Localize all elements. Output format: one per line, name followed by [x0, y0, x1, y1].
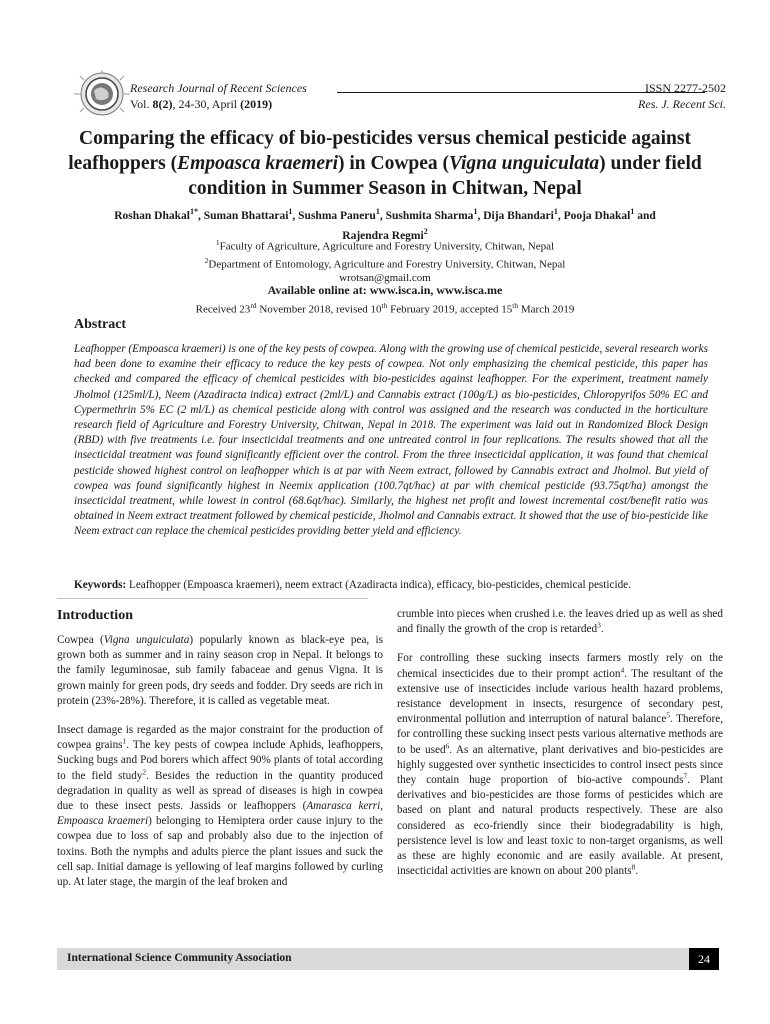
- affiliation-2: $^2$Department of Entomology, Agriculture and Forestry University, Chitwan, Nepal: [204, 255, 566, 271]
- journal-name: Research Journal of Recent Sciences: [130, 81, 307, 95]
- intro-paragraph-1: Cowpea (Vigna unguiculata) popularly known as black-eye pea, is grown both as summer and in rainy season crop in Nepal. It belongs to the family leguminosae, sub family fabaceae and genus Vigna. It is grown mainly for green pods, dry seeds and fodder. Dry seeds are rich in protein (23%-28%). Therefore, it is called as vegetable meat.: [57, 634, 383, 707]
- intro-column-left: [57, 607, 383, 890]
- paper-title: Comparing the efficacy of bio-pesticides versus chemical pesticide against leafhoppers (Empoasca kraemeri) in Cowpea (Vigna unguiculata) under field condition in Summer Season in Chitwan, Nepal: [68, 128, 702, 199]
- received-dates: Received 23rd November 2018, revised 10th February 2019, accepted 15th March 2019: [195, 301, 575, 316]
- abstract-text: Leafhopper (Empoasca kraemeri) is one of the key pests of cowpea. Along with the growing use of chemical pesticide, several research works had been done to examine their efficacy to reduce the key pests of cowpea. Not only emphasizing the chemical pesticide, this paper has checked and compared the efficacy of chemical pesticides with bio-pesticides against leafhopper. For the experiment, treatment namely Jholmol (125ml/L), Neem (Azadiracta indica) extract (2ml/L) and Cannabis extract (100g/L) as bio-pesticides, Chloropyrifos 50% EC and Cypermethrin 5% EC (2 ml/L) as chemical pesticide along with control was assigned and the research was conducted in the horticulture research field of Agriculture and Forestry University, Chitwan, Nepal in 2018. The experiment was laid out in Randomized Block Design (RBD) with five treatments i.e. four insecticidal treatments and one untreated control in four replications. The results showed that all the insecticidal treatment was found significantly efficient over the control. From the three insecticidal application, it was found that chemical pesticide showed highest control on leafhopper which is at par with Neem extract, followed by Cannabis extract and Jholmol. But yield of cowpea was found significantly highest in Neemix application (100.7qt/hac) at par with chemical pesticide (93.75qt/ha) amongst the insecticidal treatment, while lowest in control (68.6qt/hac). Similarly, the highest net profit and lowest incremental cost/benefit ratio was obtained in Neem extract treatment followed by chemical pesticide, Jholmol and Cannabis extract. It showed that the use of bio-pesticide like Neem extract can replace the chemical pesticides providing better yield and efficiency.: [74, 343, 708, 538]
- introduction-heading: Introduction: [57, 608, 133, 623]
- footer-organization: International Science Community Association: [67, 952, 292, 964]
- header-right: [638, 80, 726, 112]
- header-left: [130, 80, 307, 112]
- author-list: Roshan Dhakal$^{1*}$, Suman Bhattarai$^1$, Sushma Paneru$^1$, Sushmita Sharma$^1$, Dija Bhandari$^1$, Pooja Dhakal$^1$ and Rajendra Regmi$^2$: [114, 207, 656, 242]
- page-number: 24: [689, 948, 719, 970]
- journal-abbrev: Res. J. Recent Sci.: [638, 97, 726, 111]
- volume-info: Vol. 8(2), 24-30, April (2019): [130, 97, 273, 111]
- author-email: wrotsan@gmail.com: [339, 272, 431, 285]
- journal-header: [72, 70, 726, 114]
- available-online: Available online at: www.isca.in, www.isca.me: [267, 283, 503, 297]
- keywords: Keywords: Leafhopper (Empoasca kraemeri), neem extract (Azadiracta indica), efficacy, bio-pesticides, chemical pesticide.: [74, 579, 631, 591]
- affiliation-1: $^1$Faculty of Agriculture, Agriculture and Forestry University, Chitwan, Nepal: [215, 238, 555, 253]
- intro-column-right: [397, 607, 723, 879]
- isca-seal-logo: [72, 70, 132, 118]
- abstract-heading: Abstract: [74, 317, 127, 332]
- intro-paragraph-4: For controlling these sucking insects farmers mostly rely on the chemical insecticides due to their prompt action$^4$. The resultant of the extensive use of insecticides include various health hazard problems, resistance development in insects, resurgence of secondary pest, environmental pollution and interruption of natural balance$^5$. Therefore, for controlling these sucking insect pests various alternative methods are to be used$^6$. As an alternative, plant derivatives and bio-pesticides are highly suggested over synthetic insecticides to control insect pests since they contain huge proportion of bio-active compounds$^7$. Plant derivatives and bio-pesticides are those forms of pesticides which are based on plant and natural products respectively. These are also considered as eco-friendly since their biodegradability is high, persistence level is low and least toxic to non-target organisms, as well as these are highly economic and are easily available. At present, insecticidal activities are known on about 200 plants$^8$.: [397, 652, 724, 878]
- issn: ISSN 2277-2502: [644, 81, 726, 95]
- page-footer: [57, 948, 719, 970]
- section-divider: [57, 598, 368, 599]
- intro-paragraph-2: Insect damage is regarded as the major constraint for the production of cowpea grains$^1$. The key pests of cowpea include Aphids, leafhoppers, Sucking bugs and Pod borers which affect 90% plants of total according to the field study$^2$. Besides the reduction in the quantity produced degradation in quality as well as spread of diseases is high in cowpea due to these insect pests. Jassids or leafhoppers (Amarasca kerri, Empoasca kraemeri) belonging to Hemiptera order cause injury to the cowpea due to loss of sap and probably also due to the injection of toxins. Both the nymphs and adults pierce the plant issues and suck the cell sap. Initial damage is yellowing of leaf margins followed by curling up. At later stage, the margin of the leaf broken and: [57, 724, 383, 889]
- intro-paragraph-3: crumble into pieces when crushed i.e. the leaves dried up as well as shed and finally the growth of the crop is retarded$^3$.: [397, 608, 723, 636]
- affiliations: [60, 236, 710, 285]
